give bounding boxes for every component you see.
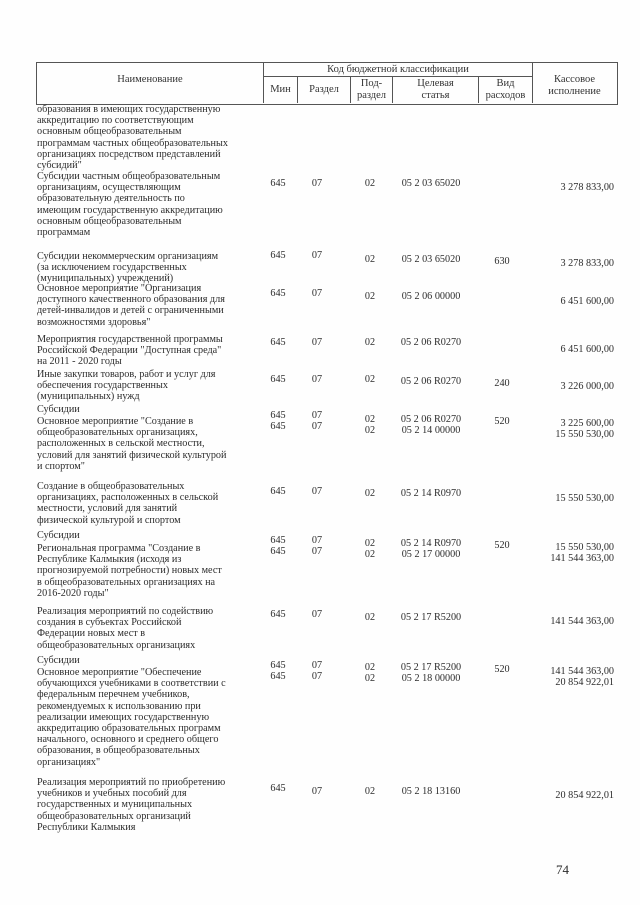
- row-podrazdel: 02: [364, 425, 376, 436]
- row-name: Основное мероприятие "Организация доступного качественного образования для детей-инвалидов и детей с ограниченными возможностями здоровья": [37, 283, 225, 328]
- row-target: 05 2 06 00000: [401, 291, 461, 302]
- row-target: 05 2 14 R0970: [400, 538, 462, 549]
- row-name: Субсидии: [37, 404, 80, 415]
- row-razdel: 07: [311, 374, 323, 385]
- row-razdel: 07: [311, 250, 323, 261]
- row-target: 05 2 18 13160: [401, 786, 461, 797]
- row-cash: 15 550 530,00: [555, 542, 614, 553]
- row-name: Основное мероприятие "Создание в общеобразовательных организациях, расположенных в сельской местности, условий для занятий физической культурой и спортом": [37, 416, 227, 472]
- row-podrazdel: 02: [364, 488, 376, 499]
- row-target: 05 2 18 00000: [401, 673, 461, 684]
- row-min: 645: [270, 288, 286, 299]
- row-target: 05 2 06 R0270: [400, 376, 462, 387]
- row-podrazdel: 02: [364, 673, 376, 684]
- row-vid: 630: [494, 256, 510, 267]
- row-name: Иные закупки товаров, работ и услуг для обеспечения государственных (муниципальных) нужд: [37, 369, 216, 403]
- row-min: 645: [270, 410, 286, 421]
- row-razdel: 07: [311, 421, 323, 432]
- header-name: Наименование: [117, 74, 183, 85]
- row-name: Региональная программа "Создание в Республике Калмыкия (исходя из прогнозируемой потребности) новых мест в общеобразовательных организациях на 2016-2020 годы": [37, 543, 222, 599]
- row-min: 645: [270, 250, 286, 261]
- row-cash: 141 544 363,00: [550, 616, 614, 627]
- row-razdel: 07: [311, 410, 323, 421]
- header-divider: [263, 62, 264, 103]
- row-podrazdel: 02: [364, 337, 376, 348]
- row-name: Основное мероприятие "Обеспечение обучающихся учебниками в соответствии с федеральным перечнем учебников, рекомендуемых к использованию при реализации имеющих государственную аккредитацию образовательных программ начального, основного и среднего общего образования, в общеобразовательных организациях": [37, 667, 226, 768]
- row-target: 05 2 17 R5200: [400, 662, 462, 673]
- row-razdel: 07: [311, 535, 323, 546]
- row-name: Создание в общеобразовательных организациях, расположенных в сельской местности, условий для занятий физической культурой и спортом: [37, 481, 219, 526]
- row-min: 645: [270, 535, 286, 546]
- header-razdel: Раздел: [309, 84, 339, 95]
- row-cash: 141 544 363,00: [550, 666, 614, 677]
- row-vid: 520: [494, 540, 510, 551]
- row-cash: 3 226 000,00: [560, 381, 614, 392]
- row-min: 645: [270, 421, 286, 432]
- row-target: 05 2 17 R5200: [400, 612, 462, 623]
- row-target: 05 2 06 R0270: [400, 337, 462, 348]
- header-divider: [263, 76, 532, 77]
- row-vid: 240: [494, 378, 510, 389]
- row-target: 05 2 06 R0270: [400, 414, 462, 425]
- row-cash: 141 544 363,00: [550, 553, 614, 564]
- row-min: 645: [270, 337, 286, 348]
- row-name: Реализация мероприятий по содействию создания в субъектах Российской Федерации новых мест в общеобразовательных организациях: [37, 606, 214, 651]
- row-min: 645: [270, 374, 286, 385]
- row-podrazdel: 02: [364, 538, 376, 549]
- row-razdel: 07: [311, 337, 323, 348]
- row-min: 645: [270, 178, 286, 189]
- row-name: образования в имеющих государственную аккредитацию по соответствующим основным общеобразовательным программам частных общеобразовательных организациях посредством представлений субсидий": [37, 104, 228, 172]
- row-podrazdel: 02: [364, 786, 376, 797]
- row-name: Субсидии: [37, 655, 80, 666]
- row-target: 05 2 14 00000: [401, 425, 461, 436]
- header-min: Мин: [270, 84, 291, 95]
- row-cash: 3 225 600,00: [560, 418, 614, 429]
- row-podrazdel: 02: [364, 291, 376, 302]
- row-cash: 15 550 530,00: [555, 493, 614, 504]
- row-min: 645: [270, 546, 286, 557]
- row-target: 05 2 03 65020: [401, 178, 461, 189]
- page-number: 74: [556, 862, 569, 877]
- row-min: 645: [270, 671, 286, 682]
- row-cash: 3 278 833,00: [560, 258, 614, 269]
- row-podrazdel: 02: [364, 662, 376, 673]
- row-razdel: 07: [311, 288, 323, 299]
- row-razdel: 07: [311, 486, 323, 497]
- row-razdel: 07: [311, 178, 323, 189]
- row-name: Субсидии частным общеобразовательным организациям, осуществляющим образовательную деятельность по имеющим государственную аккредитацию основным общеобразовательным программам: [37, 171, 223, 239]
- row-cash: 15 550 530,00: [555, 429, 614, 440]
- row-podrazdel: 02: [364, 612, 376, 623]
- row-razdel: 07: [311, 546, 323, 557]
- header-vid: Вид расходов: [485, 78, 526, 101]
- row-name: Субсидии некоммерческим организациям (за исключением государственных (муниципальных) учреждений): [37, 251, 219, 285]
- row-name: Субсидии: [37, 530, 80, 541]
- row-razdel: 07: [311, 786, 323, 797]
- row-cash: 20 854 922,01: [555, 790, 614, 801]
- row-cash: 20 854 922,01: [555, 677, 614, 688]
- row-razdel: 07: [311, 660, 323, 671]
- row-min: 645: [270, 783, 286, 794]
- row-podrazdel: 02: [364, 374, 376, 385]
- header-cash: Кассовое исполнение: [548, 74, 601, 97]
- header-target: Целевая статья: [417, 78, 454, 101]
- row-target: 05 2 17 00000: [401, 549, 461, 560]
- row-cash: 3 278 833,00: [560, 182, 614, 193]
- row-podrazdel: 02: [364, 549, 376, 560]
- row-target: 05 2 03 65020: [401, 254, 461, 265]
- row-podrazdel: 02: [364, 254, 376, 265]
- header-code-group: Код бюджетной классификации: [327, 64, 469, 75]
- row-cash: 6 451 600,00: [560, 344, 614, 355]
- row-name: Мероприятия государственной программы Российской Федерации "Доступная среда" на 2011 - 2020 годы: [37, 334, 223, 368]
- row-min: 645: [270, 609, 286, 620]
- row-min: 645: [270, 486, 286, 497]
- row-podrazdel: 02: [364, 178, 376, 189]
- row-vid: 520: [494, 416, 510, 427]
- row-target: 05 2 14 R0970: [400, 488, 462, 499]
- row-razdel: 07: [311, 609, 323, 620]
- row-name: Реализация мероприятий по приобретению учебников и учебных пособий для государственных и муниципальных общеобразовательных организаций Республики Калмыкия: [37, 777, 226, 833]
- row-min: 645: [270, 660, 286, 671]
- row-podrazdel: 02: [364, 414, 376, 425]
- row-vid: 520: [494, 664, 510, 675]
- header-podrazdel: Под- раздел: [356, 78, 387, 101]
- row-cash: 6 451 600,00: [560, 296, 614, 307]
- row-razdel: 07: [311, 671, 323, 682]
